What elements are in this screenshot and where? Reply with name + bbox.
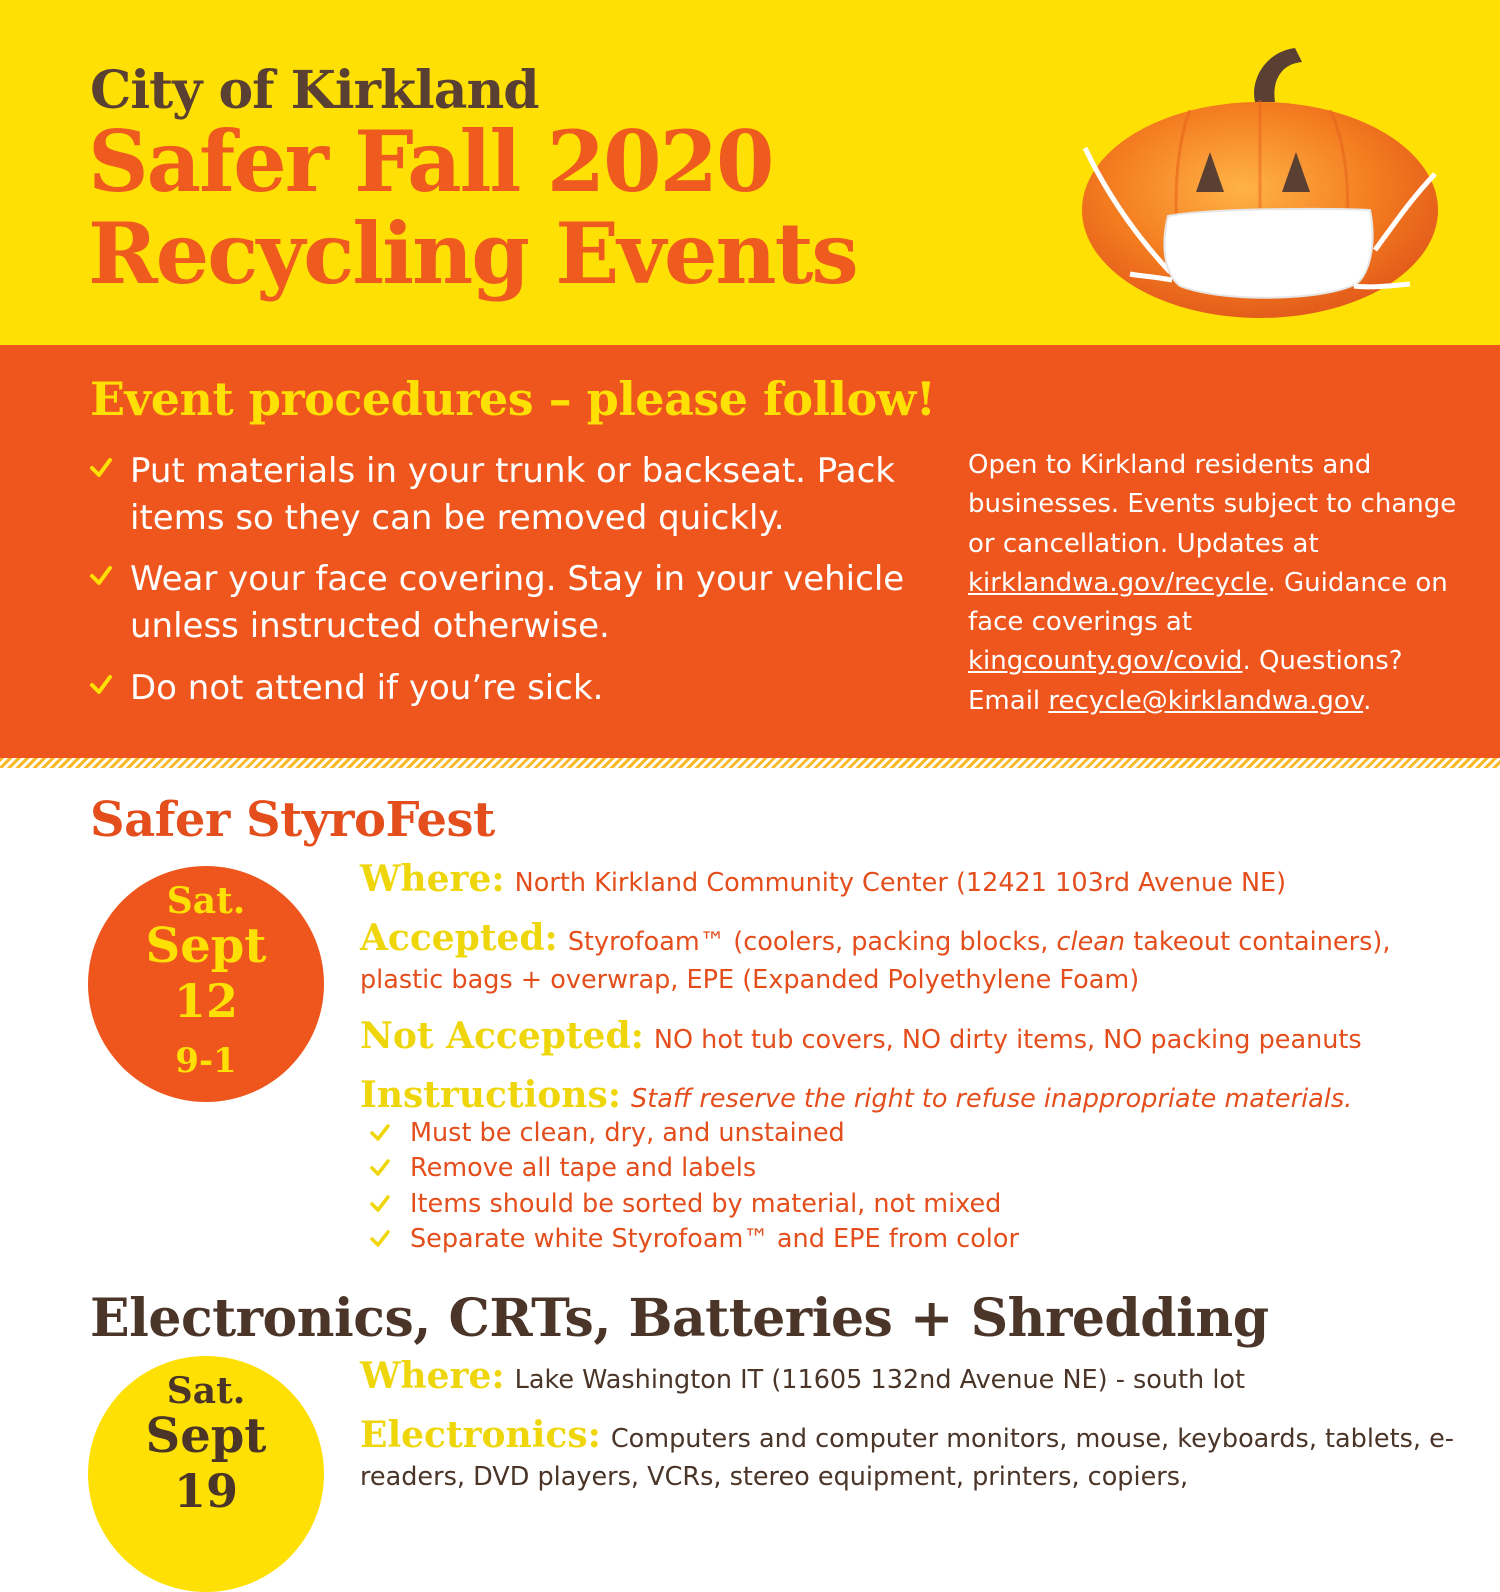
- check-icon: [90, 673, 112, 697]
- electronics-items: Electronics: Computers and computer monitors, mouse, keyboards, tablets, e-readers, DVD players, VCRs, stereo equipment, printers, copiers,: [360, 1414, 1454, 1492]
- procedures-title: Event procedures – please follow!: [90, 372, 936, 426]
- city-name: City of Kirkland: [90, 60, 539, 121]
- instruction-item: Separate white Styrofoam™ and EPE from color: [370, 1222, 1470, 1257]
- electronics-date-badge: Sat. Sept 19: [88, 1356, 324, 1592]
- event-info-note: Open to Kirkland residents and businesses. Events subject to change or cancellation. Updates at kirklandwa.gov/recycle. Guidance on face coverings at kingcounty.gov/covid. Questions? Email recycle@kirklandwa.gov.: [968, 450, 1457, 716]
- check-icon: [370, 1158, 390, 1178]
- procedure-item: Put materials in your trunk or backseat. Pack items so they can be removed quickly.: [90, 448, 940, 542]
- styrofest-where: Where: North Kirkland Community Center (12421 103rd Avenue NE): [360, 858, 1287, 900]
- page-title-line2: Recycling Events: [88, 204, 857, 303]
- styrofest-not-accepted: Not Accepted: NO hot tub covers, NO dirty items, NO packing peanuts: [360, 1015, 1362, 1057]
- kingcounty-covid-link[interactable]: kingcounty.gov/covid: [968, 646, 1243, 677]
- electronics-where: Where: Lake Washington IT (11605 132nd Avenue NE) - south lot: [360, 1355, 1246, 1397]
- styrofest-title: Safer StyroFest: [90, 792, 495, 848]
- check-icon: [90, 456, 112, 480]
- check-icon: [370, 1123, 390, 1143]
- instruction-item: Must be clean, dry, and unstained: [370, 1116, 1470, 1151]
- recycle-email-link[interactable]: recycle@kirklandwa.gov: [1048, 685, 1364, 716]
- check-icon: [370, 1229, 390, 1249]
- procedure-item: Do not attend if you’re sick.: [90, 665, 940, 712]
- styrofest-date-badge: Sat. Sept 12 9-1: [88, 866, 324, 1102]
- electronics-title: Electronics, CRTs, Batteries + Shredding: [90, 1288, 1269, 1349]
- instruction-item: Remove all tape and labels: [370, 1151, 1470, 1186]
- styrofest-accepted: Accepted: Styrofoam™ (coolers, packing blocks, clean takeout containers), plastic bags + overwrap, EPE (Expanded Polyethylene Foam): [360, 917, 1391, 995]
- stripe-divider: [0, 758, 1500, 768]
- masked-pumpkin-icon: [1070, 40, 1450, 320]
- page-title-line1: Safer Fall 2020: [88, 112, 773, 211]
- kirkland-recycle-link[interactable]: kirklandwa.gov/recycle: [968, 567, 1268, 598]
- instruction-item: Items should be sorted by material, not mixed: [370, 1187, 1470, 1222]
- procedure-item: Wear your face covering. Stay in your vehicle unless instructed otherwise.: [90, 556, 940, 650]
- check-icon: [370, 1194, 390, 1214]
- check-icon: [90, 564, 112, 588]
- styrofest-instructions: Instructions: Staff reserve the right to refuse inappropriate materials.: [360, 1074, 1353, 1116]
